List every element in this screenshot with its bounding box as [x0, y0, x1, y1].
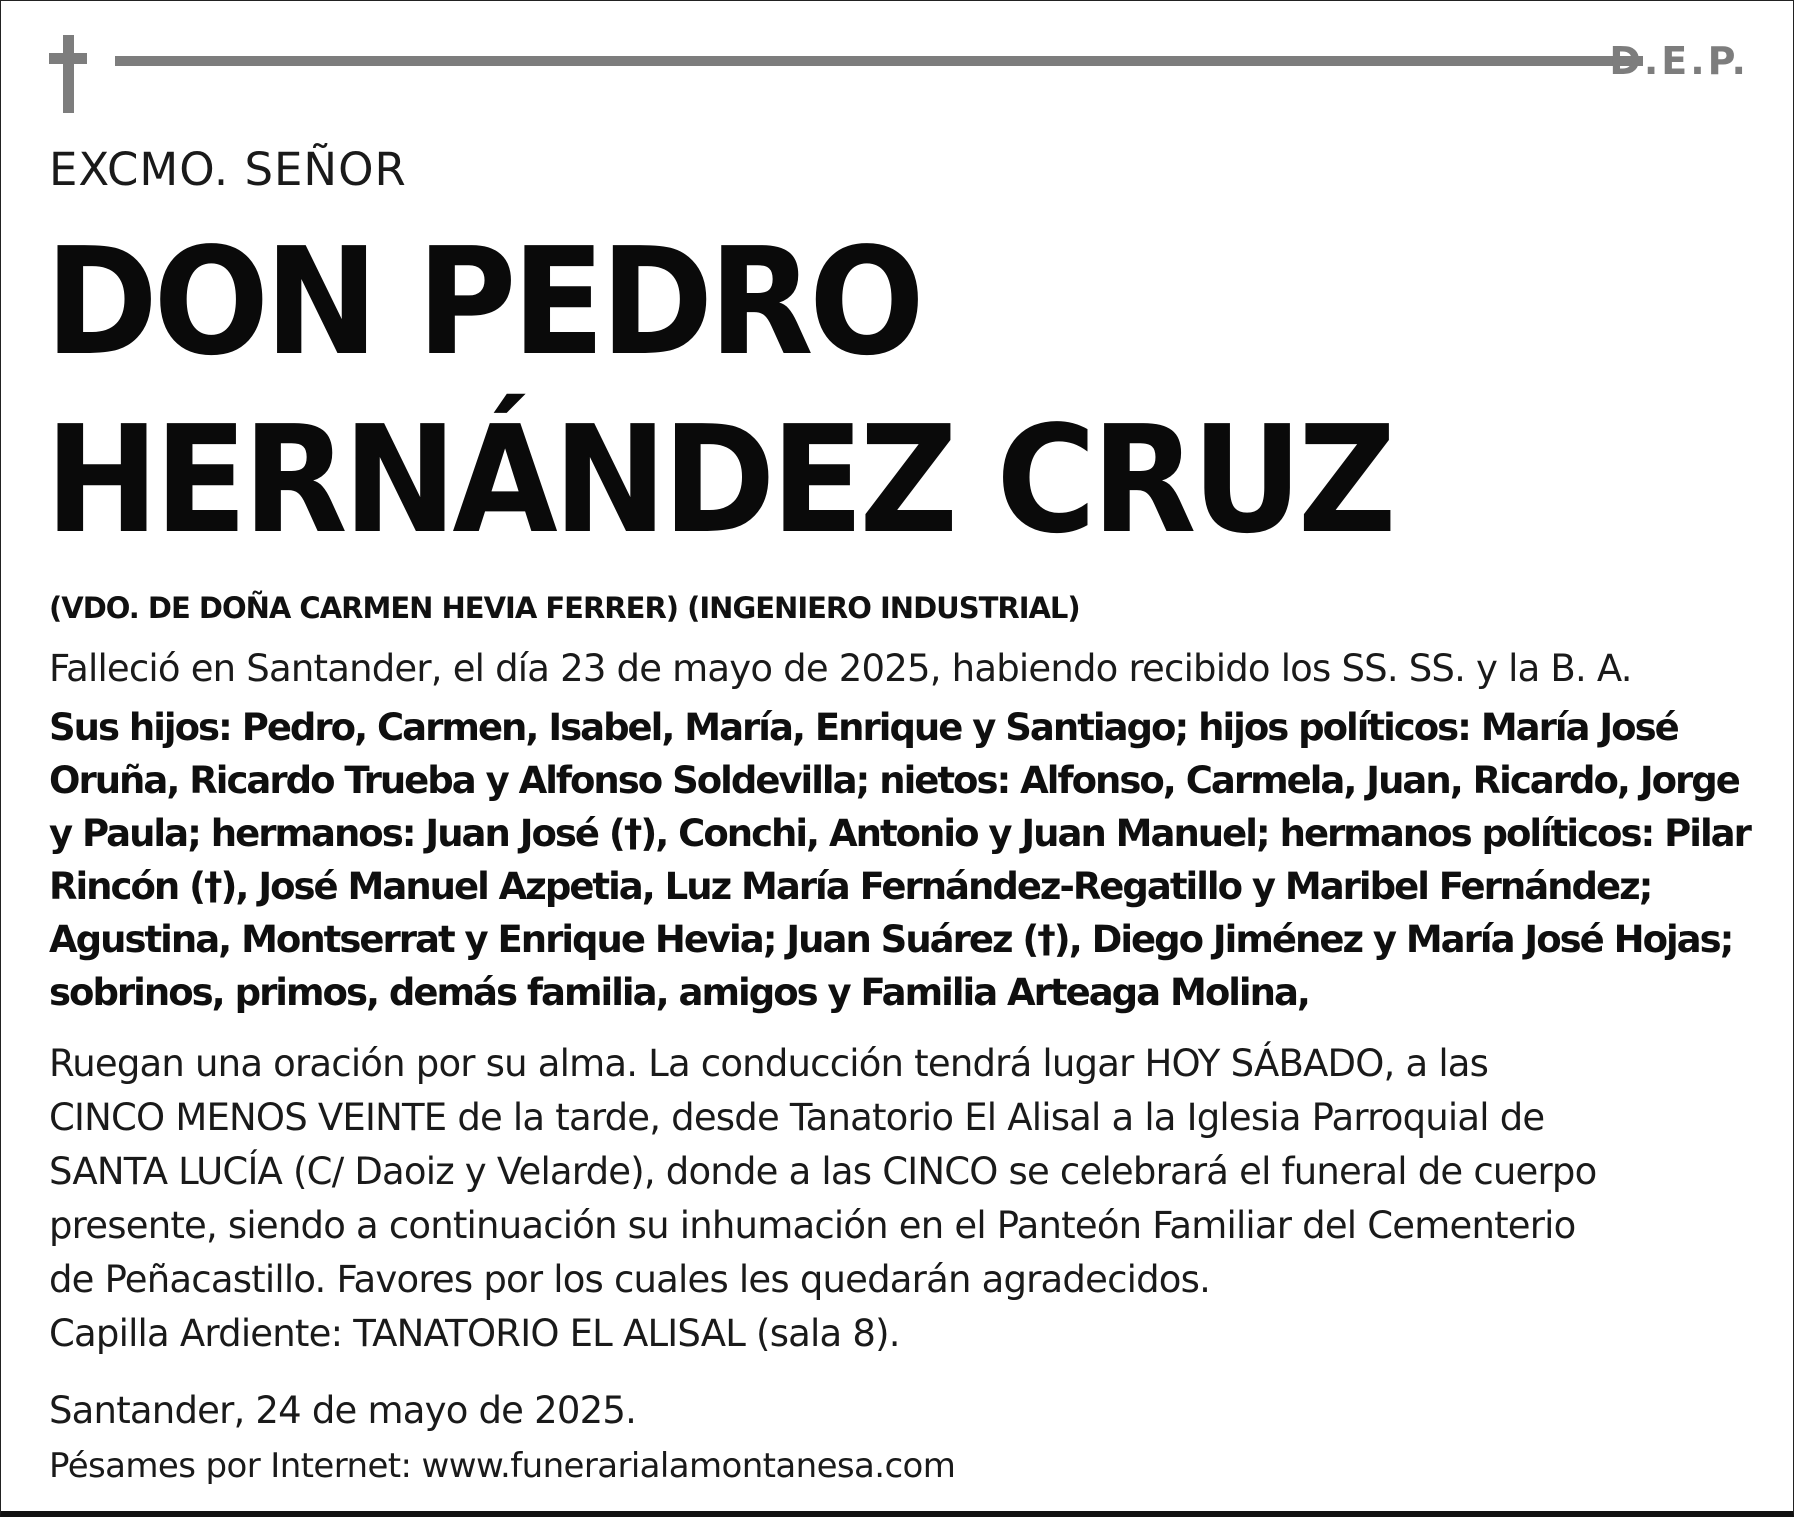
name-line: HERNÁNDEZ CRUZ — [45, 394, 1392, 566]
header-rule — [115, 56, 1643, 66]
dep-label: D.E.P. — [1609, 39, 1749, 83]
deceased-name — [45, 213, 1392, 569]
family-line: sobrinos, primos, demás familia, amigos y Familia Arteaga Molina, — [49, 971, 1309, 1014]
ceremony-line: presente, siendo a continuación su inhumación en el Panteón Familiar del Cementerio — [49, 1204, 1576, 1247]
obituary-header — [49, 35, 1749, 115]
name-line: DON PEDRO — [45, 216, 921, 388]
honorific: EXCMO. SEÑOR — [49, 143, 407, 196]
subtitle: (VDO. DE DOÑA CARMEN HEVIA FERRER) (INGENIERO INDUSTRIAL) — [49, 591, 1080, 625]
death-line: Falleció en Santander, el día 23 de mayo de 2025, habiendo recibido los SS. SS. y la B. A. — [49, 647, 1632, 690]
condolences-line: Pésames por Internet: www.funerarialamontanesa.com — [49, 1446, 956, 1486]
family-line: Agustina, Montserrat y Enrique Hevia; Juan Suárez (†), Diego Jiménez y María José Hojas; — [49, 918, 1733, 961]
family-line: Sus hijos: Pedro, Carmen, Isabel, María, Enrique y Santiago; hijos políticos: María José — [49, 706, 1678, 749]
ceremony-line: de Peñacastillo. Favores por los cuales les quedarán agradecidos. — [49, 1258, 1211, 1301]
ceremony-line: Capilla Ardiente: TANATORIO EL ALISAL (sala 8). — [49, 1312, 900, 1355]
place-date: Santander, 24 de mayo de 2025. — [49, 1389, 637, 1432]
ceremony-line: CINCO MENOS VEINTE de la tarde, desde Tanatorio El Alisal a la Iglesia Parroquial de — [49, 1096, 1545, 1139]
ceremony-details — [49, 1037, 1596, 1361]
family-line: y Paula; hermanos: Juan José (†), Conchi, Antonio y Juan Manuel; hermanos políticos: Pilar — [49, 812, 1750, 855]
family-list — [49, 701, 1750, 1019]
ceremony-line: SANTA LUCÍA (C/ Daoiz y Velarde), donde a las CINCO se celebrará el funeral de cuerpo — [49, 1150, 1597, 1193]
family-line: Rincón (†), José Manuel Azpetia, Luz María Fernández-Regatillo y Maribel Fernández; — [49, 865, 1652, 908]
family-line: Oruña, Ricardo Trueba y Alfonso Soldevilla; nietos: Alfonso, Carmela, Juan, Ricardo, Jorge — [49, 759, 1739, 802]
latin-cross-icon — [49, 35, 87, 115]
ceremony-line: Ruegan una oración por su alma. La conducción tendrá lugar HOY SÁBADO, a las — [49, 1042, 1489, 1085]
